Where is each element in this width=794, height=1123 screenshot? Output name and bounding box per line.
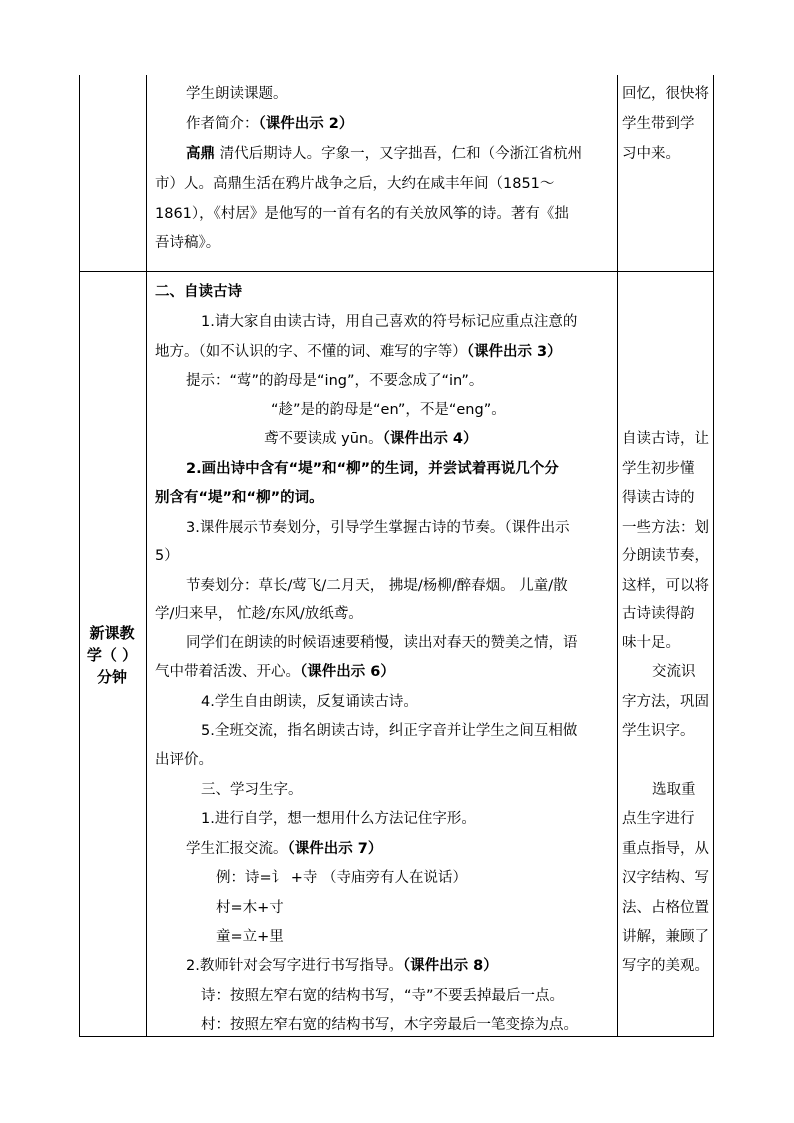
note-line: 点生字进行	[622, 811, 695, 827]
text-line: 2.画出诗中含有“堤”和“柳”的生词，并尝试着再说几个分	[186, 461, 559, 477]
text-line: 学生朗读课题。	[186, 86, 288, 102]
section-label-line: 学（ ）	[86, 646, 138, 664]
courseware-ref: （课件出示 2）	[258, 116, 354, 132]
text-line: 出评价。	[155, 752, 213, 768]
text-line: 别含有“堤”和“柳”的词。	[155, 490, 324, 506]
text-line: 市）人。高鼎生活在鸦片战争之后，大约在咸丰年间（1851～	[155, 176, 555, 192]
text-line: 童=立+里	[216, 929, 284, 945]
text-line: 提示：“莺”的韵母是“ing”，不要念成了“in”。	[186, 373, 484, 389]
note-line: 味十足。	[622, 635, 680, 651]
note-line: 选取重	[652, 782, 696, 798]
note-line: 一些方法：划	[622, 520, 709, 536]
author-bio: 清代后期诗人。字象一，又字拙吾，仁和（今浙江省杭州	[215, 146, 583, 162]
text-line: “趁”是的韵母是“en”，不是“eng”。	[271, 402, 506, 418]
section-heading: 二、自读古诗	[155, 284, 242, 300]
text-line	[155, 662, 395, 682]
text-line: 1.请大家自由读古诗，用自己喜欢的符号标记应重点注意的	[201, 314, 578, 330]
section-label-line: 新课教	[89, 624, 135, 642]
text-segment: 鸢不要读成 yūn。	[264, 431, 383, 447]
text-line: 学/归来早， 忙趁/东风/放纸鸢。	[155, 606, 363, 622]
author-name: 高鼎	[186, 146, 215, 162]
note-line: 学生初步懂	[622, 461, 695, 477]
text-line: 诗：按照左窄右宽的结构书写，“寺”不要丢掉最后一点。	[201, 988, 565, 1004]
note-line: 古诗读得韵	[622, 606, 695, 622]
note-line: 写字的美观。	[622, 958, 709, 974]
note-line: 学生带到学	[622, 116, 695, 132]
text-line: 5.全班交流，指名朗读古诗，纠正字音并让学生之间互相做	[201, 723, 578, 739]
text-line: 村：按照左窄右宽的结构书写，木字旁最后一笔变捺为点。	[201, 1017, 578, 1033]
note-line: 得读古诗的	[622, 490, 695, 506]
courseware-ref: （课件出示 8）	[402, 958, 498, 974]
section-label-line: 分钟	[96, 668, 127, 686]
note-line: 分朗读节奏，	[622, 548, 709, 564]
text-line: 4.学生自由朗读，反复诵读古诗。	[201, 694, 418, 710]
table-border-right	[713, 75, 714, 1037]
text-line: 3.课件展示节奏划分，引导学生掌握古诗的节奏。（课件出示	[186, 520, 570, 536]
text-line: 三、学习生字。	[201, 782, 303, 798]
text-segment: 2.教师针对会写字进行书写指导。	[186, 958, 403, 974]
table-border-left	[79, 75, 80, 1037]
row-separator	[79, 271, 714, 272]
note-line: 讲解，兼顾了	[622, 929, 709, 945]
note-line: 重点指导，从	[622, 841, 709, 857]
text-line: 例：诗=讠 +寺 （寺庙旁有人在说话）	[216, 870, 468, 886]
courseware-ref: （课件出示 3）	[466, 344, 562, 360]
text-line: 1.进行自学，想一想用什么方法记住字形。	[201, 811, 476, 827]
text-segment: 地方。（如不认识的字、不懂的词、难写的字等）	[155, 344, 467, 360]
note-line: 习中来。	[622, 146, 680, 162]
author-intro-label: 作者简介：	[186, 116, 259, 132]
text-segment: 气中带着活泼、开心。	[155, 664, 300, 680]
text-line	[155, 342, 562, 362]
note-line: 学生识字。	[622, 723, 695, 739]
text-line	[186, 144, 582, 164]
table-divider-1	[146, 75, 147, 1037]
table-divider-2	[617, 75, 618, 1037]
courseware-ref: （课件出示 6）	[300, 664, 395, 680]
text-segment: 学生汇报交流。	[186, 841, 288, 857]
note-line: 法、占格位置	[622, 900, 709, 916]
text-line: 吾诗稿》。	[155, 235, 221, 251]
courseware-ref: （课件出示 7）	[287, 841, 383, 857]
text-line	[186, 839, 382, 859]
section-label	[80, 622, 144, 688]
note-line: 汉字结构、写	[622, 870, 709, 886]
table-border-bottom	[79, 1036, 714, 1037]
note-line: 自读古诗，让	[622, 431, 709, 447]
note-line: 这样，可以将	[622, 578, 709, 594]
note-line: 交流识	[652, 664, 696, 680]
courseware-ref: （课件出示 4）	[382, 431, 478, 447]
note-line: 回忆，很快将	[622, 86, 709, 102]
text-line: 5）	[155, 548, 179, 564]
text-line: 节奏划分：草长/莺飞/二月天， 拂堤/杨柳/醉春烟。 儿童/散	[186, 578, 568, 594]
text-line	[186, 956, 498, 976]
note-line: 字方法，巩固	[622, 694, 709, 710]
text-line: 1861），《村居》是他写的一首有名的有关放风筝的诗。著有《拙	[155, 206, 569, 222]
text-line	[186, 114, 353, 134]
text-line	[264, 429, 477, 449]
text-line: 同学们在朗读的时候语速要稍慢，读出对春天的赞美之情，语	[186, 635, 578, 651]
text-line: 村=木+寸	[216, 900, 284, 916]
